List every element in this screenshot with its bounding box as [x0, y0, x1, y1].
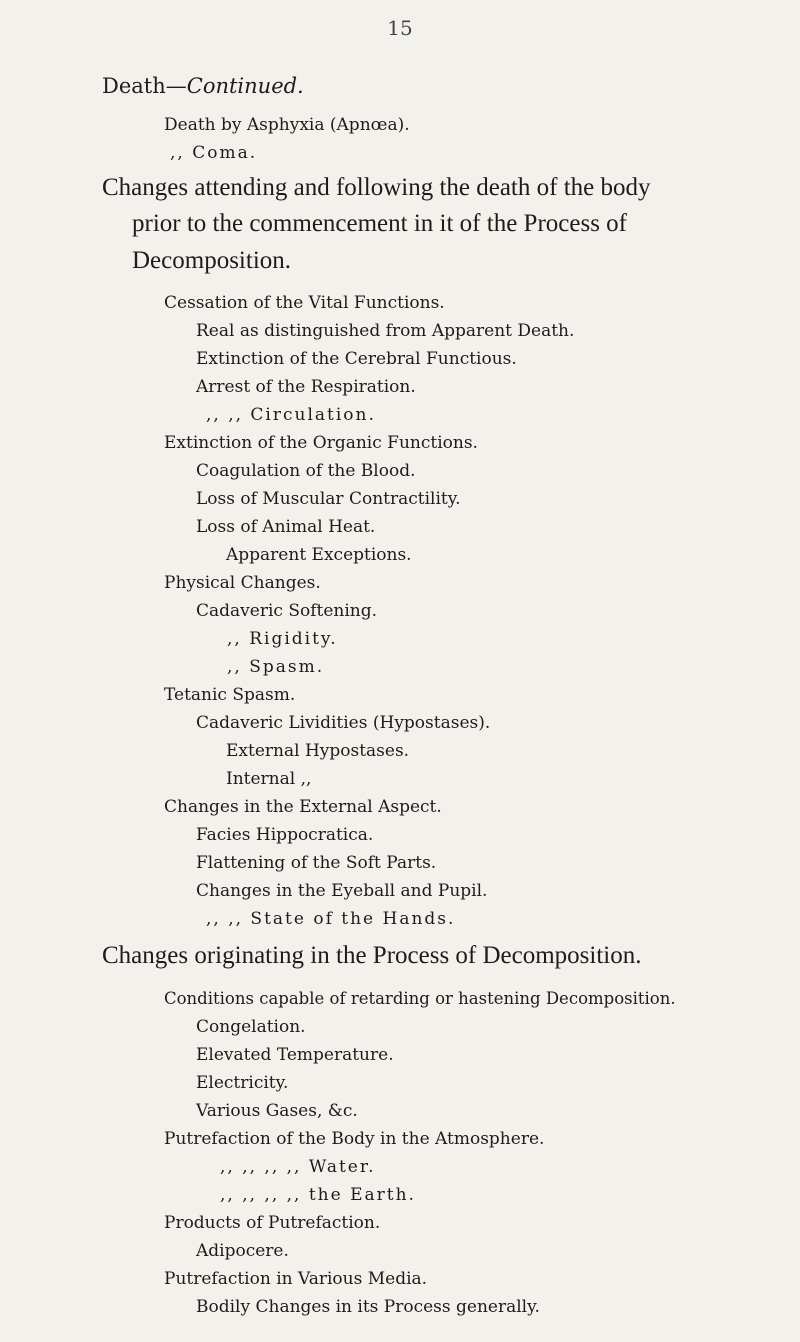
list-item: Cadaveric Lividities (Hypostases). [196, 713, 491, 733]
running-head-main: Death [102, 74, 166, 98]
list-item: Elevated Temperature. [196, 1045, 394, 1065]
list-item: External Hypostases. [226, 741, 410, 761]
list-item: Various Gases, &c. [196, 1101, 358, 1121]
list-item: Electricity. [196, 1073, 289, 1093]
section-heading-decomposition: Changes originating in the Process of Decomposition. [102, 942, 642, 969]
entry-asphyxia: Death by Asphyxia (Apnœa). [164, 115, 410, 135]
list-item: Extinction of the Cerebral Functious. [196, 349, 517, 369]
list-item: Tetanic Spasm. [164, 685, 296, 705]
list-item: Conditions capable of retarding or hastening Decomposition. [164, 989, 676, 1008]
list-item: Facies Hippocratica. [196, 825, 374, 845]
list-item: Adipocere. [196, 1241, 289, 1261]
list-item: Putrefaction of the Body in the Atmosphere. [164, 1129, 545, 1149]
list-item: Cadaveric Softening. [196, 601, 377, 621]
list-item: Apparent Exceptions. [226, 545, 412, 565]
section-heading-line-1: Changes attending and following the death of the body [102, 174, 651, 201]
list-item: Loss of Muscular Contractility. [196, 489, 461, 509]
section-heading-line-3: Decomposition. [132, 247, 292, 274]
list-item: Changes in the Eyeball and Pupil. [196, 881, 488, 901]
section-heading-line-2: prior to the commencement in it of the Process of [132, 210, 628, 237]
list-item: Extinction of the Organic Functions. [164, 433, 478, 453]
running-head-continued: Continued. [186, 74, 304, 98]
list-item: Changes in the External Aspect. [164, 797, 442, 817]
list-item: Cessation of the Vital Functions. [164, 293, 445, 313]
list-item: Physical Changes. [164, 573, 321, 593]
list-item: Loss of Animal Heat. [196, 517, 376, 537]
list-item: ,, ,, State of the Hands. [206, 909, 456, 929]
list-item: ,, ,, ,, ,, the Earth. [220, 1185, 416, 1205]
list-item: Coagulation of the Blood. [196, 461, 416, 481]
list-item: ,, Rigidity. [227, 629, 338, 649]
entry-coma: ,, Coma. [170, 143, 258, 163]
list-item: Congelation. [196, 1017, 306, 1037]
list-item: ,, Spasm. [227, 657, 325, 677]
list-item: Arrest of the Respiration. [196, 377, 416, 397]
page-number: 15 [387, 16, 413, 40]
list-item: Internal ,, [226, 769, 312, 789]
list-item: Real as distinguished from Apparent Death. [196, 321, 575, 341]
running-head-dash: — [165, 74, 187, 98]
list-item: Bodily Changes in its Process generally. [196, 1297, 540, 1317]
list-item: ,, ,, ,, ,, Water. [220, 1157, 376, 1177]
list-item: Putrefaction in Various Media. [164, 1269, 428, 1289]
list-item: Products of Putrefaction. [164, 1213, 381, 1233]
list-item: Flattening of the Soft Parts. [196, 853, 437, 873]
list-item: ,, ,, Circulation. [206, 405, 376, 425]
running-head [102, 74, 304, 98]
